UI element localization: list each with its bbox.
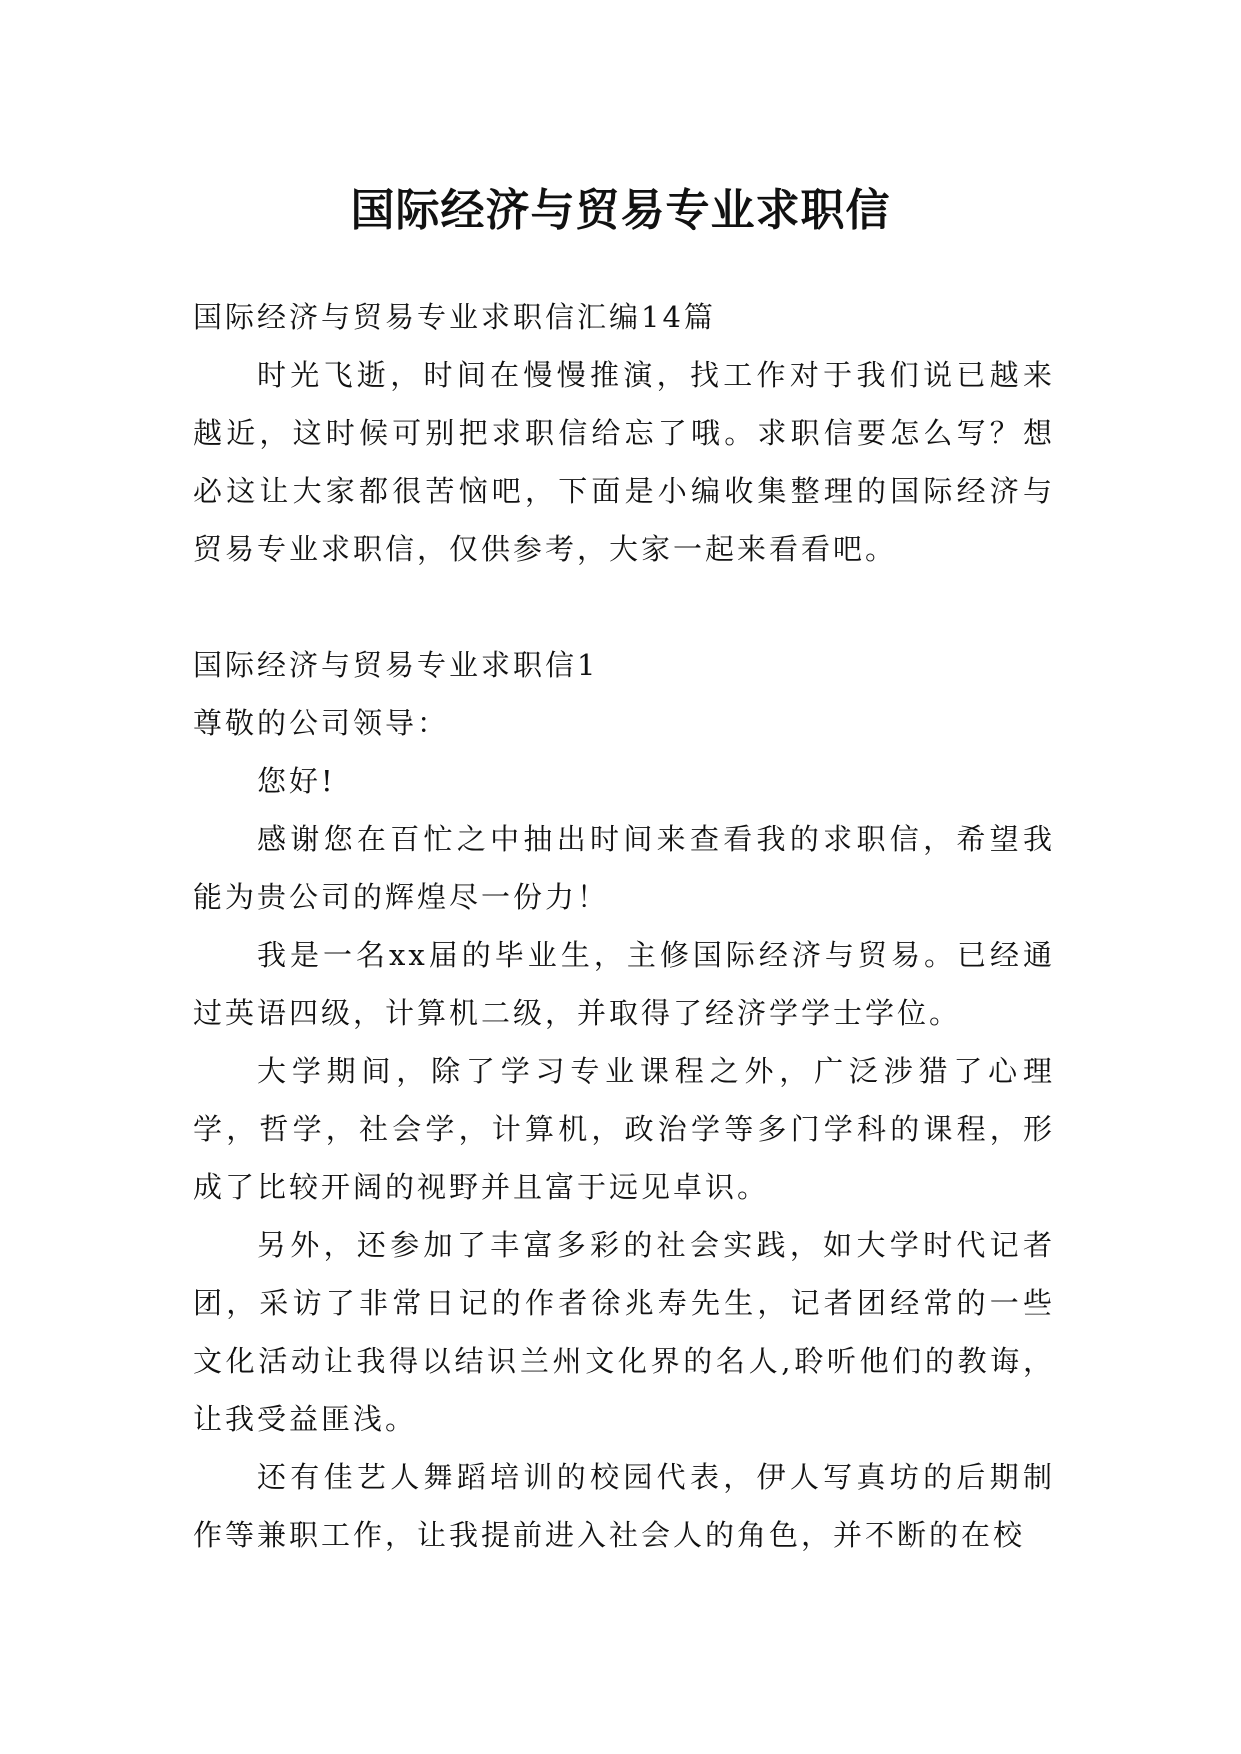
body-paragraph-5: 还有佳艺人舞蹈培训的校园代表，伊人写真坊的后期制作等兼职工作，让我提前进入社会人的角色，并不断的在校 [193,1460,1055,1552]
page-title: 国际经济与贸易专业求职信 [350,185,891,237]
body-paragraph-1: 感谢您在百忙之中抽出时间来查看我的求职信，希望我能为贵公司的辉煌尽一份力！ [193,822,1055,914]
salutation: 尊敬的公司领导： [193,706,450,740]
intro-paragraph: 时光飞逝，时间在慢慢推演，找工作对于我们说已越来越近，这时候可别把求职信给忘了哦。求职信要怎么写？想必这让大家都很苦恼吧，下面是小编收集整理的国际经济与贸易专业求职信，仅供参考，大家一起来看看吧。 [193,358,1055,566]
body-paragraph-2: 我是一名xx届的毕业生，主修国际经济与贸易。已经通过英语四级，计算机二级，并取得了经济学学士学位。 [193,938,1055,1030]
subtitle: 国际经济与贸易专业求职信汇编14篇 [193,300,716,334]
section-spacer [193,578,1055,636]
document-body [193,288,1055,1564]
body-paragraph-3: 大学期间，除了学习专业课程之外，广泛涉猎了心理学，哲学，社会学，计算机，政治学等多门学科的课程，形成了比较开阔的视野并且富于远见卓识。 [193,1054,1055,1204]
greeting: 您好! [257,764,336,798]
body-paragraph-4: 另外，还参加了丰富多彩的社会实践，如大学时代记者团，采访了非常日记的作者徐兆寿先生，记者团经常的一些文化活动让我得以结识兰州文化界的名人,聆听他们的教诲，让我受益匪浅。 [193,1228,1055,1436]
section-heading: 国际经济与贸易专业求职信1 [193,648,599,682]
